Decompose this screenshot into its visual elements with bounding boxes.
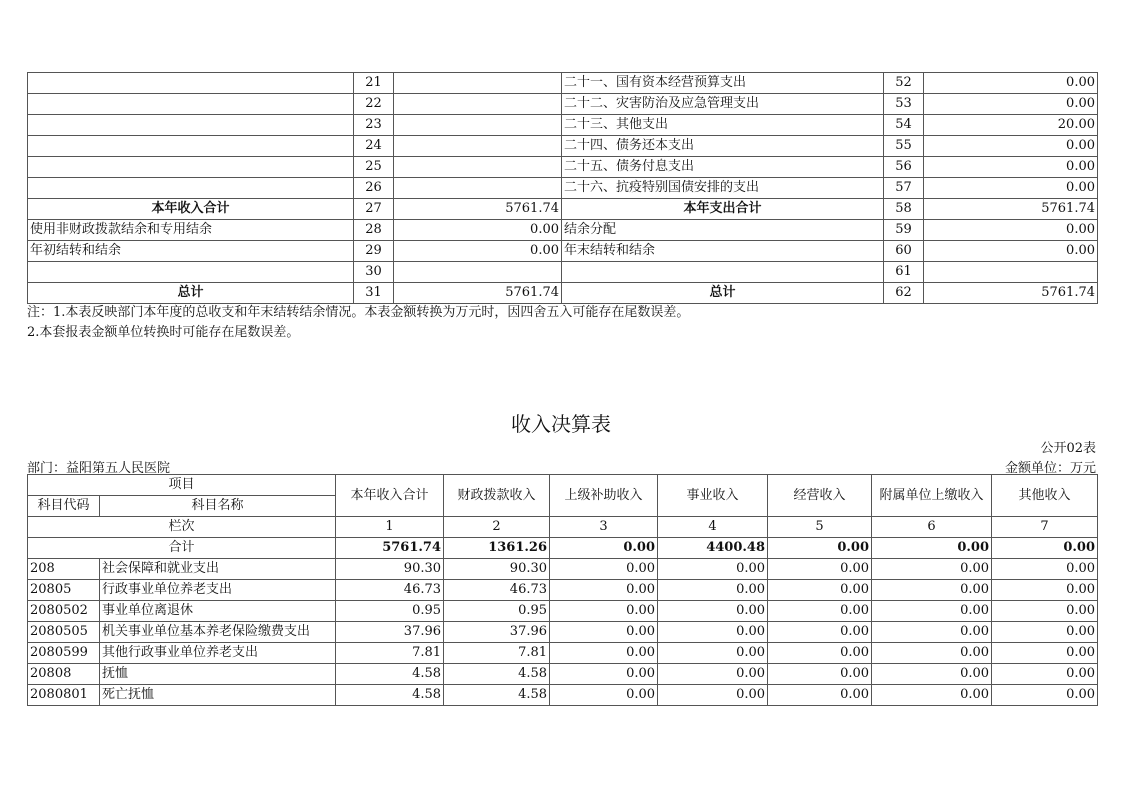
expense-value: 0.00 [924,73,1098,94]
total-value: 0.00 [992,538,1098,559]
income-value: 5761.74 [394,283,562,304]
table-title: 收入决算表 [511,412,611,436]
income-item-label: 本年收入合计 [28,199,354,220]
line-number: 52 [884,73,924,94]
summary-row [28,136,1098,157]
total-value: 1361.26 [444,538,550,559]
amount-cell: 0.00 [768,622,872,643]
amount-cell: 4.58 [444,685,550,706]
amount-cell: 0.00 [872,622,992,643]
subject-code: 2080599 [28,643,100,664]
total-value: 0.00 [768,538,872,559]
expense-value: 0.00 [924,241,1098,262]
income-value: 0.00 [394,241,562,262]
subject-code: 2080801 [28,685,100,706]
amount-cell: 0.00 [550,622,658,643]
income-item-label [28,157,354,178]
line-number: 55 [884,136,924,157]
summary-table-body [28,73,1098,304]
col-number: 7 [992,517,1098,538]
subject-code: 2080505 [28,622,100,643]
summary-table [27,72,1098,304]
subject-code: 20805 [28,580,100,601]
expense-value: 0.00 [924,157,1098,178]
line-number: 21 [354,73,394,94]
expense-value: 0.00 [924,136,1098,157]
col-header: 附属单位上缴收入 [872,475,992,517]
expense-item-label: 二十五、债务付息支出 [562,157,884,178]
amount-cell: 0.00 [992,685,1098,706]
line-number: 27 [354,199,394,220]
table-row [28,643,1098,664]
line-number: 28 [354,220,394,241]
amount-cell: 0.00 [550,559,658,580]
total-row [28,538,1098,559]
amount-cell: 0.00 [872,685,992,706]
col-number: 4 [658,517,768,538]
income-value [394,115,562,136]
subject-code: 2080502 [28,601,100,622]
amount-cell: 0.00 [550,601,658,622]
department-label: 部门：益阳第五人民医院 [27,461,171,476]
income-value: 5761.74 [394,199,562,220]
table-row [28,580,1098,601]
income-item-label [28,136,354,157]
line-number: 25 [354,157,394,178]
amount-cell: 0.95 [444,601,550,622]
header-name: 科目名称 [100,496,336,517]
income-item-label: 总计 [28,283,354,304]
amount-cell: 0.00 [992,643,1098,664]
expense-item-label: 年末结转和结余 [562,241,884,262]
total-value: 5761.74 [336,538,444,559]
summary-row [28,199,1098,220]
expense-item-label: 二十六、抗疫特别国债安排的支出 [562,178,884,199]
amount-cell: 0.00 [658,685,768,706]
expense-item-label [562,262,884,283]
amount-cell: 0.00 [550,643,658,664]
line-number: 31 [354,283,394,304]
expense-item-label: 二十二、灾害防治及应急管理支出 [562,94,884,115]
amount-cell: 90.30 [336,559,444,580]
note-line-1: 注：1.本表反映部门本年度的总收支和年末结转结余情况。本表金额转换为万元时，因四舍五入可能存在尾数误差。 [27,305,690,320]
amount-cell: 0.00 [768,643,872,664]
table-row [28,601,1098,622]
amount-cell: 0.00 [550,685,658,706]
amount-cell: 4.58 [336,685,444,706]
line-number: 59 [884,220,924,241]
summary-row [28,178,1098,199]
expense-item-label: 二十一、国有资本经营预算支出 [562,73,884,94]
amount-cell: 0.00 [872,559,992,580]
col-number: 1 [336,517,444,538]
summary-row [28,262,1098,283]
line-number: 22 [354,94,394,115]
expense-value: 5761.74 [924,283,1098,304]
income-value [394,262,562,283]
amount-cell: 0.00 [992,559,1098,580]
amount-cell: 0.00 [658,664,768,685]
col-header: 事业收入 [658,475,768,517]
expense-item-label: 二十三、其他支出 [562,115,884,136]
summary-row [28,73,1098,94]
table-row [28,664,1098,685]
income-item-label: 使用非财政拨款结余和专用结余 [28,220,354,241]
summary-row [28,94,1098,115]
amount-cell: 0.00 [658,622,768,643]
subject-name: 机关事业单位基本养老保险缴费支出 [100,622,336,643]
amount-cell: 37.96 [336,622,444,643]
line-number: 58 [884,199,924,220]
line-number: 62 [884,283,924,304]
line-number: 61 [884,262,924,283]
amount-cell: 0.00 [658,643,768,664]
column-number-row [28,517,1098,538]
amount-cell: 0.95 [336,601,444,622]
amount-cell: 0.00 [768,664,872,685]
line-number: 24 [354,136,394,157]
amount-cell: 0.00 [872,580,992,601]
income-value [394,157,562,178]
subject-name: 社会保障和就业支出 [100,559,336,580]
amount-cell: 0.00 [992,622,1098,643]
line-number: 29 [354,241,394,262]
form-code: 公开02表 [1040,441,1096,456]
income-item-label: 年初结转和结余 [28,241,354,262]
income-item-label [28,178,354,199]
amount-cell: 0.00 [872,664,992,685]
income-item-label [28,94,354,115]
amount-cell: 7.81 [336,643,444,664]
table-row [28,685,1098,706]
unit-label: 金额单位：万元 [1004,461,1096,476]
amount-cell: 46.73 [444,580,550,601]
col-header: 上级补助收入 [550,475,658,517]
lanci-label: 栏次 [28,517,336,538]
col-header: 其他收入 [992,475,1098,517]
expense-value: 5761.74 [924,199,1098,220]
line-number: 57 [884,178,924,199]
amount-cell: 4.58 [336,664,444,685]
header-code: 科目代码 [28,496,100,517]
amount-cell: 37.96 [444,622,550,643]
income-value [394,136,562,157]
amount-cell: 7.81 [444,643,550,664]
income-value [394,73,562,94]
summary-row [28,115,1098,136]
line-number: 53 [884,94,924,115]
total-label: 合计 [28,538,336,559]
subject-name: 其他行政事业单位养老支出 [100,643,336,664]
expense-value [924,262,1098,283]
summary-row [28,283,1098,304]
amount-cell: 0.00 [658,601,768,622]
col-number: 5 [768,517,872,538]
subject-name: 抚恤 [100,664,336,685]
amount-cell: 0.00 [872,643,992,664]
income-item-label [28,73,354,94]
line-number: 56 [884,157,924,178]
expense-item-label: 本年支出合计 [562,199,884,220]
table-row [28,622,1098,643]
amount-cell: 0.00 [992,601,1098,622]
income-value [394,178,562,199]
total-value: 0.00 [550,538,658,559]
total-value: 0.00 [872,538,992,559]
subject-code: 20808 [28,664,100,685]
amount-cell: 0.00 [550,580,658,601]
amount-cell: 0.00 [768,559,872,580]
income-table [27,474,1098,706]
table-row [28,559,1098,580]
line-number: 30 [354,262,394,283]
total-value: 4400.48 [658,538,768,559]
line-number: 54 [884,115,924,136]
amount-cell: 0.00 [550,664,658,685]
col-header: 经营收入 [768,475,872,517]
expense-value: 0.00 [924,94,1098,115]
income-value [394,94,562,115]
header-item: 项目 [28,475,336,496]
amount-cell: 46.73 [336,580,444,601]
col-header: 财政拨款收入 [444,475,550,517]
expense-value: 0.00 [924,220,1098,241]
amount-cell: 0.00 [992,664,1098,685]
income-item-label [28,115,354,136]
income-value: 0.00 [394,220,562,241]
expense-item-label: 二十四、债务还本支出 [562,136,884,157]
line-number: 26 [354,178,394,199]
expense-item-label: 总计 [562,283,884,304]
summary-row [28,157,1098,178]
col-number: 6 [872,517,992,538]
summary-row [28,220,1098,241]
amount-cell: 0.00 [872,601,992,622]
subject-code: 208 [28,559,100,580]
amount-cell: 90.30 [444,559,550,580]
expense-item-label: 结余分配 [562,220,884,241]
summary-row [28,241,1098,262]
line-number: 60 [884,241,924,262]
amount-cell: 4.58 [444,664,550,685]
line-number: 23 [354,115,394,136]
amount-cell: 0.00 [658,580,768,601]
amount-cell: 0.00 [768,580,872,601]
col-number: 2 [444,517,550,538]
income-item-label [28,262,354,283]
amount-cell: 0.00 [992,580,1098,601]
subject-name: 事业单位离退休 [100,601,336,622]
subject-name: 死亡抚恤 [100,685,336,706]
amount-cell: 0.00 [658,559,768,580]
amount-cell: 0.00 [768,601,872,622]
note-line-2: 2.本套报表金额单位转换时可能存在尾数误差。 [27,325,300,340]
expense-value: 0.00 [924,178,1098,199]
income-table-body [28,559,1098,706]
amount-cell: 0.00 [768,685,872,706]
expense-value: 20.00 [924,115,1098,136]
subject-name: 行政事业单位养老支出 [100,580,336,601]
header-row-1 [28,475,1098,496]
col-number: 3 [550,517,658,538]
col-header: 本年收入合计 [336,475,444,517]
